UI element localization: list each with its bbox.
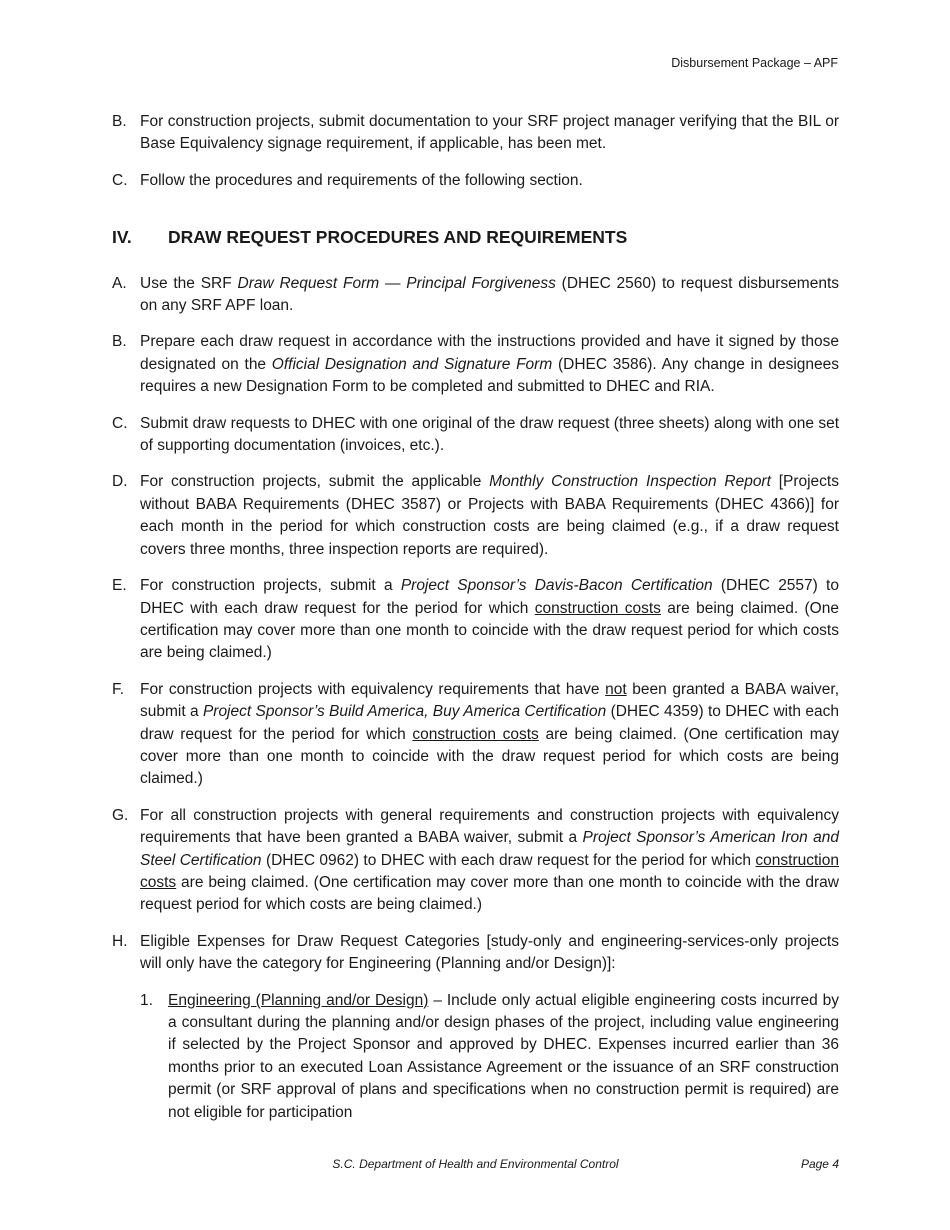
list-item-a — [112, 273, 839, 318]
item-label: H. — [112, 932, 128, 950]
underlined-term: construction costs — [534, 599, 661, 617]
item-text: been granted a BABA waiver, submit a — [140, 680, 839, 721]
list-item-prior-c — [112, 170, 839, 192]
running-header: Disbursement Package – APF — [671, 56, 838, 70]
item-label: C. — [112, 171, 128, 189]
category-title: Engineering (Planning and/or Design) — [168, 991, 429, 1009]
item-label: B. — [112, 333, 127, 351]
form-title: Draw Request Form — Principal Forgiveness — [237, 274, 556, 292]
item-label: D. — [112, 473, 128, 491]
list-item-b — [112, 331, 839, 398]
item-text: (DHEC 2557) to DHEC with each draw request for the period for which — [140, 577, 839, 617]
sub-item-label: 1. — [140, 991, 153, 1009]
form-title: Official Designation and Signature Form — [271, 355, 553, 373]
item-label: F. — [112, 680, 125, 698]
item-text: For construction projects, submit documentation to your SRF project manager verifying that the BIL or Base Equivalency signage requirement, if applicable, has been met. — [140, 113, 839, 153]
page-number: Page 4 — [800, 1157, 839, 1171]
item-text: For construction projects with equivalency requirements that have — [140, 680, 606, 698]
item-label: E. — [112, 577, 127, 595]
underlined-term: not — [605, 680, 627, 698]
underlined-term: construction costs — [140, 851, 839, 891]
item-text: (DHEC 4359) to DHEC with each draw request for the period for which — [140, 703, 839, 743]
list-item-d — [112, 471, 839, 561]
section-heading — [112, 226, 839, 248]
item-text: For construction projects, submit a — [140, 577, 401, 595]
list-item-e — [112, 575, 839, 665]
item-label: C. — [112, 414, 128, 432]
page-content — [112, 111, 839, 1138]
section-title: DRAW REQUEST PROCEDURES AND REQUIREMENTS — [168, 227, 628, 248]
item-text: (DHEC 3586). Any change in designees requires a new Designation Form to be completed and submitted to DHEC and RIA. — [140, 355, 839, 396]
item-label: G. — [112, 806, 129, 824]
list-item-h — [112, 931, 839, 976]
list-item-f — [112, 679, 839, 791]
item-text: (DHEC 2560) to request disbursements on any SRF APF loan. — [140, 274, 839, 315]
item-text: Follow the procedures and requirements of the following section. — [140, 171, 583, 189]
underlined-term: construction costs — [412, 725, 539, 743]
item-label: A. — [112, 274, 127, 292]
form-title: Monthly Construction Inspection Report — [489, 473, 771, 491]
form-title: Project Sponsor’s Build America, Buy America Certification — [202, 703, 607, 721]
item-text: are being claimed. (One certification may cover more than one month to coincide with the draw request period for which costs are being claimed.) — [140, 873, 839, 914]
list-item-c — [112, 413, 839, 458]
form-title: Project Sponsor’s American Iron and Steel Certification — [140, 829, 839, 869]
form-title: Project Sponsor’s Davis-Bacon Certification — [400, 577, 713, 595]
item-text: Eligible Expenses for Draw Request Categories [study-only and engineering-services-only projects will only have the category for Engineering (Planning and/or Design)]: — [140, 932, 839, 973]
item-text: Submit draw requests to DHEC with one original of the draw request (three sheets) along with one set of supporting documentation (invoices, etc.). — [140, 414, 839, 455]
item-text: are being claimed. (One certification may cover more than one month to coincide with the draw request period for which costs are being claimed.) — [140, 725, 839, 788]
item-label: B. — [112, 113, 127, 130]
list-item-prior-b — [112, 111, 839, 156]
item-text: Prepare each draw request in accordance with the instructions provided and have it signed by those designated on the — [140, 333, 839, 373]
list-item-g — [112, 805, 839, 917]
section-number: IV. — [112, 227, 132, 248]
item-text: For all construction projects with general requirements and construction projects with equivalency requirements that have been granted a BABA waiver, submit a — [140, 806, 839, 847]
item-text: Use the SRF — [140, 274, 238, 292]
footer-organization: S.C. Department of Health and Environmental Control — [332, 1157, 619, 1171]
item-text: (DHEC 0962) to DHEC with each draw request for the period for which — [261, 851, 756, 869]
sub-item-h1 — [112, 990, 839, 1124]
item-text: are being claimed. (One certification may cover more than one month to coincide with the draw request period for which costs are being claimed.) — [140, 599, 839, 662]
item-text: – Include only actual eligible engineering costs incurred by a consultant during the planning and/or design phases of the project, including value engineering if selected by the Project Sponsor and approved by DHEC. Expenses incurred earlier than 36 months prior to an executed Loan Assistance Agreement or the issuance of an SRF construction permit (or SRF approval of plans and specifications when no construction permit is required) are not eligible for participation — [168, 991, 840, 1121]
item-text: [Projects without BABA Requirements (DHEC 3587) or Projects with BABA Requirements (DHEC 4366)] for each month in the period for which construction costs are being claimed (e.g., if a draw request covers three months, three inspection reports are required). — [140, 473, 839, 558]
item-text: For construction projects, submit the applicable — [140, 473, 490, 491]
